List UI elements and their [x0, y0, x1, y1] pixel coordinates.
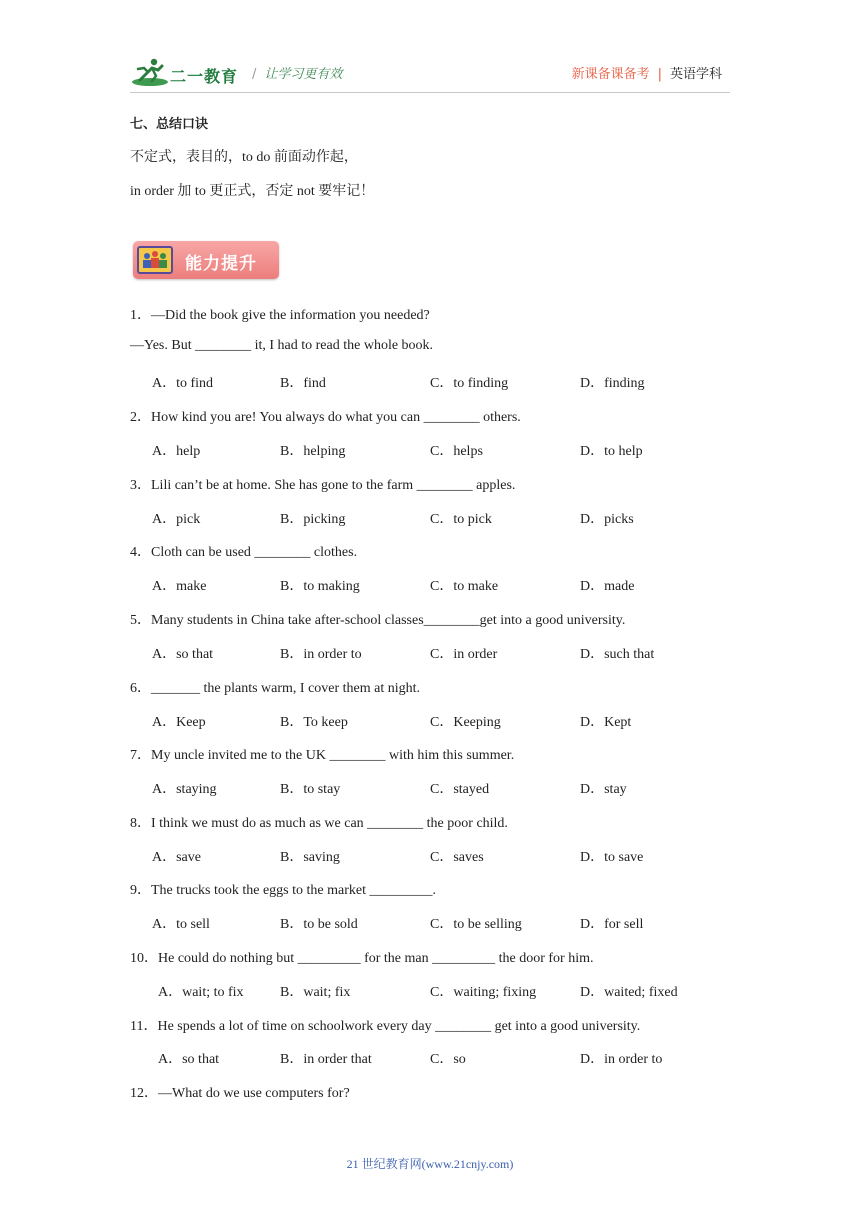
option-a: A．to sell [152, 917, 210, 932]
people-icon [137, 246, 173, 274]
question-11: 11．He spends a lot of time on schoolwork every day ________ get into a good university. [130, 1019, 641, 1034]
question-6-options [152, 711, 712, 729]
header-separator: | [657, 67, 662, 82]
slogan-separator: / [252, 67, 257, 82]
option-b: B．to be sold [280, 917, 358, 932]
option-d: D．for sell [580, 917, 644, 932]
option-d: D．such that [580, 647, 655, 662]
option-c: C．so [430, 1052, 466, 1067]
question-8: 8．I think we must do as much as we can ________ the poor child. [130, 816, 508, 831]
option-d: D．Kept [580, 715, 632, 730]
option-a: A．so that [158, 1052, 220, 1067]
question-7-options [152, 778, 712, 796]
option-d: D．in order to [580, 1052, 663, 1067]
option-d: D．made [580, 579, 635, 594]
option-b: B．to making [280, 579, 360, 594]
question-7: 7．My uncle invited me to the UK ________ with him this summer. [130, 748, 515, 763]
question-9-options [152, 913, 712, 931]
logo-text: 二一教育 [170, 67, 239, 86]
question-12: 12．—What do we use computers for? [130, 1086, 350, 1101]
question-9: 9．The trucks took the eggs to the market _________. [130, 883, 436, 898]
option-a: A．make [152, 579, 207, 594]
summary-line-1: 不定式，表目的，to do 前面动作起， [130, 150, 358, 165]
question-3: 3．Lili can’t be at home. She has gone to the farm ________ apples. [130, 478, 516, 493]
option-d: D．to help [580, 444, 643, 459]
question-10-options [158, 981, 718, 999]
option-d: D．to save [580, 850, 644, 865]
option-c: C．to be selling [430, 917, 522, 932]
option-c: C．waiting; fixing [430, 985, 537, 1000]
question-1-line-1: 1．—Did the book give the information you needed? [130, 308, 430, 323]
header-subject [572, 63, 722, 82]
slogan-text: 让学习更有效 [264, 67, 343, 82]
question-8-options [152, 846, 712, 864]
option-a: A．to find [152, 376, 214, 391]
slogan [252, 63, 342, 82]
question-11-options [158, 1048, 718, 1066]
option-b: B．saving [280, 850, 340, 865]
section-title: 七、总结口诀 [130, 117, 209, 132]
question-4: 4．Cloth can be used ________ clothes. [130, 545, 358, 560]
runner-logo-icon [130, 56, 170, 88]
option-b: B．wait; fix [280, 985, 351, 1000]
option-d: D．picks [580, 512, 634, 527]
option-c: C．in order [430, 647, 498, 662]
question-4-options [152, 575, 712, 593]
header-divider [130, 92, 730, 93]
footer-link[interactable]: 21 世纪教育网(www.21cnjy.com) [346, 1157, 514, 1171]
question-1-options [152, 372, 712, 390]
option-c: C．to make [430, 579, 499, 594]
option-a: A．so that [152, 647, 214, 662]
page-header [130, 56, 730, 90]
question-2-options [152, 440, 712, 458]
option-d: D．waited; fixed [580, 985, 678, 1000]
option-a: A．save [152, 850, 201, 865]
question-5-options [152, 643, 712, 661]
option-a: A．wait; to fix [158, 985, 244, 1000]
option-b: B．in order to [280, 647, 362, 662]
badge-label: 能力提升 [185, 254, 257, 274]
option-c: C．Keeping [430, 715, 501, 730]
option-b: B．helping [280, 444, 346, 459]
header-subject-name: 英语学科 [669, 67, 722, 82]
question-6: 6．_______ the plants warm, I cover them at night. [130, 681, 421, 696]
option-a: A．staying [152, 782, 217, 797]
option-c: C．to pick [430, 512, 492, 527]
option-b: B．in order that [280, 1052, 372, 1067]
section-badge [133, 241, 279, 279]
question-3-options [152, 508, 712, 526]
option-c: C．saves [430, 850, 484, 865]
option-a: A．pick [152, 512, 201, 527]
option-b: B．To keep [280, 715, 348, 730]
question-10: 10．He could do nothing but _________ for the man _________ the door for him. [130, 951, 594, 966]
logo [130, 56, 248, 88]
question-5: 5．Many students in China take after-school classes________get into a good university. [130, 613, 626, 628]
option-c: C．to finding [430, 376, 509, 391]
question-1-line-2: —Yes. But ________ it, I had to read the whole book. [130, 338, 434, 353]
option-a: A．Keep [152, 715, 206, 730]
option-b: B．to stay [280, 782, 341, 797]
option-a: A．help [152, 444, 201, 459]
header-course: 新课备课备考 [571, 67, 650, 82]
option-c: C．helps [430, 444, 483, 459]
option-b: B．find [280, 376, 326, 391]
option-d: D．stay [580, 782, 627, 797]
option-d: D．finding [580, 376, 645, 391]
option-b: B．picking [280, 512, 346, 527]
question-2: 2．How kind you are! You always do what you can ________ others. [130, 410, 521, 425]
summary-line-2: in order 加 to 更正式，否定 not 要牢记！ [130, 184, 375, 199]
option-c: C．stayed [430, 782, 490, 797]
